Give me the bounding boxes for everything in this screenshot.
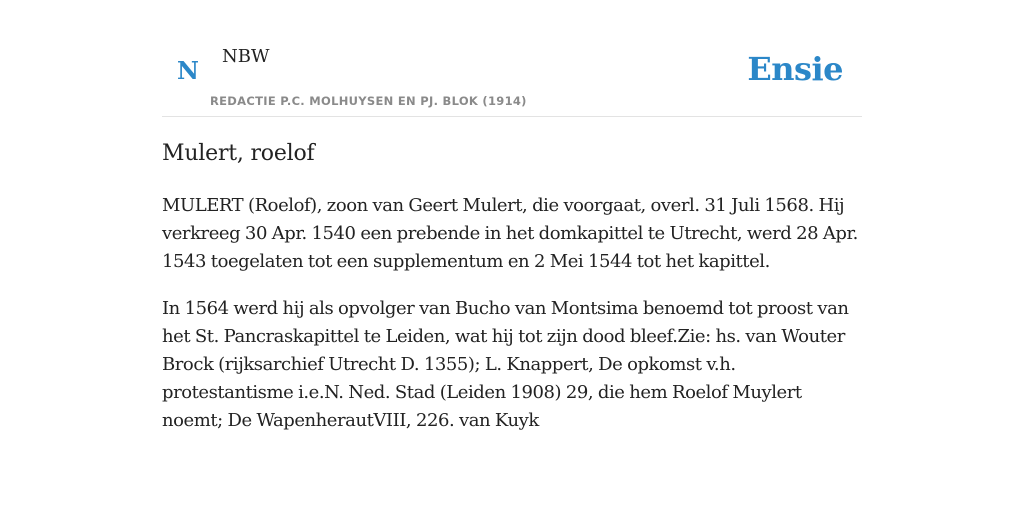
article-title: Mulert, roelof — [162, 141, 315, 166]
nbw-logo-link[interactable]: N — [177, 56, 199, 85]
article-paragraph: MULERT (Roelof), zoon van Geert Mulert, die voorgaat, overl. 31 Juli 1568. Hij verkreeg 30 Apr. 1540 een prebende in het domkapittel te Utrecht, werd 28 Apr. 1543 toegelaten tot een supplementum en 2 Mei 1544 tot het kapittel. — [162, 195, 858, 272]
header — [162, 0, 862, 117]
source-editors: REDACTIE P.C. MOLHUYSEN EN PJ. BLOK (1914) — [210, 94, 527, 108]
article — [162, 138, 862, 435]
source-name: NBW — [222, 46, 270, 67]
article-paragraph: In 1564 werd hij als opvolger van Bucho van Montsima benoemd tot proost van het St. Pancraskapittel te Leiden, wat hij tot zijn dood bleef.Zie: hs. van Wouter Brock (rijksarchief Utrecht D. 1355); L. Knappert, De opkomst v.h. protestantisme i.e.N. Ned. Stad (Leiden 1908) 29, die hem Roelof Muylert noemt; De WapenherautVIII, 226. van Kuyk — [162, 298, 849, 431]
ensie-logo-link[interactable]: Ensie — [747, 50, 843, 88]
